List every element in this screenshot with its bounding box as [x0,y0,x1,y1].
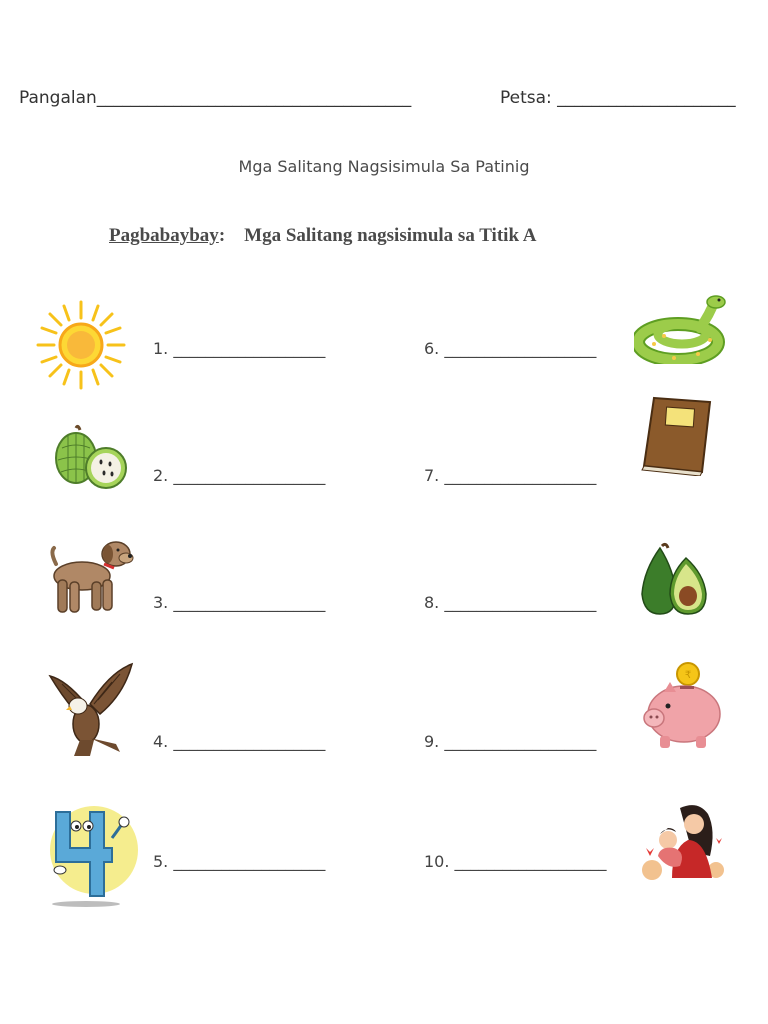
svg-text:₹: ₹ [684,670,692,681]
worksheet-title: Mga Salitang Nagsisimula Sa Patinig [238,157,530,176]
number-four-icon [44,800,140,910]
answer-line-10[interactable]: 10. ___________________ [424,852,607,871]
sun-icon [36,300,126,390]
subtitle-text: Mga Salitang nagsisimula sa Titik A [244,225,537,246]
date-field-label: Petsa: _____________________ [500,88,736,108]
answer-line-4[interactable]: 4. ___________________ [153,732,326,751]
worksheet-subtitle [109,225,536,247]
avocado-icon [636,540,712,620]
snake-icon [634,292,730,364]
answer-line-5[interactable]: 5. ___________________ [153,852,326,871]
name-field-label: Pangalan_____________________________________ [19,88,412,108]
book-icon [640,396,716,476]
answer-line-1[interactable]: 1. ___________________ [153,339,326,358]
custard-apple-icon [52,424,128,492]
answer-line-8[interactable]: 8. ___________________ [424,593,597,612]
mother-child-icon [636,800,728,880]
subtitle-colon: : [218,225,226,246]
answer-line-9[interactable]: 9. ___________________ [424,732,597,751]
subtitle-label: Pagbabaybay [109,225,219,246]
answer-line-2[interactable]: 2. ___________________ [153,466,326,485]
answer-line-7[interactable]: 7. ___________________ [424,466,597,485]
answer-line-6[interactable]: 6. ___________________ [424,339,597,358]
answer-line-3[interactable]: 3. ___________________ [153,593,326,612]
piggy-bank-icon [642,658,724,754]
dog-icon [48,538,134,618]
eagle-icon [46,660,136,758]
